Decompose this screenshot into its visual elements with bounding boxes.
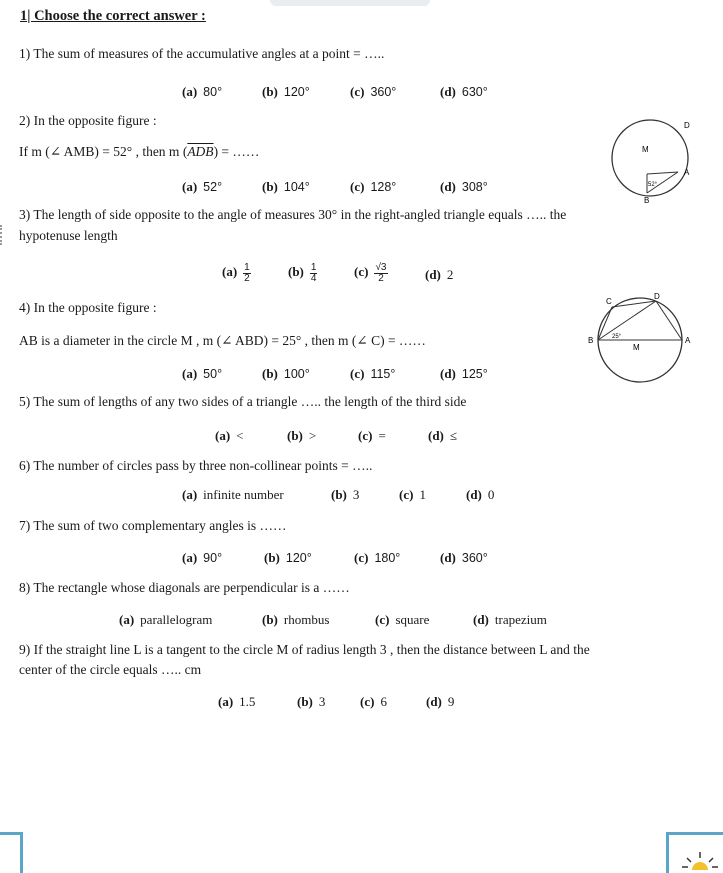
q2-option-a: (a) 52° (182, 179, 223, 194)
q5-option-a: (a) < (215, 428, 244, 443)
q4-option-c: (c) 115° (350, 366, 396, 381)
label-angle-52: 52° (648, 182, 658, 188)
q8-option-c: (c) square (375, 612, 430, 627)
q8-option-b: (b) rhombus (262, 612, 330, 627)
q5-option-d: (d) ≤ (428, 428, 458, 443)
q6-option-b: (b) 3 (331, 487, 360, 502)
sun-icon (680, 848, 720, 870)
q7-option-d: (d) 360° (440, 550, 488, 565)
label-angle-25: 25° (612, 334, 622, 340)
q1-option-d: (d) 630° (440, 84, 488, 99)
q3-option-a: (a) $\frac{1}{2}$ (222, 262, 250, 284)
q8-option-a: (a) parallelogram (119, 612, 213, 627)
q3-option-c: (c) $\frac{√3}{2}$ (354, 262, 387, 284)
label-d-2: D (654, 292, 660, 301)
q1-option-c: (c) 360° (350, 84, 397, 99)
q7-option-a: (a) 90° (182, 550, 223, 565)
label-m: M (642, 145, 649, 154)
frame-corner-left (0, 832, 23, 873)
label-c: C (606, 297, 612, 306)
q2-option-d: (d) 308° (440, 179, 488, 194)
question-9-text: 9) If the straight line L is a tangent to the circle M of radius length 3 , then the distance between L and the (19, 642, 590, 657)
q7-option-b: (b) 120° (264, 550, 312, 565)
question-9-text-cont: center of the circle equals ….. cm (19, 662, 202, 677)
label-a-2: A (685, 336, 691, 345)
figure-q2 (604, 112, 698, 204)
question-3-text-cont: hypotenuse length (19, 228, 118, 243)
q4-option-a: (a) 50° (182, 366, 223, 381)
q6-option-d: (d) 0 (466, 487, 495, 502)
question-4-text: 4) In the opposite figure : (19, 300, 157, 315)
question-7-text: 7) The sum of two complementary angles is …… (19, 518, 287, 533)
q7-option-c: (c) 180° (354, 550, 401, 565)
question-3-text: 3) The length of side opposite to the angle of measures 30° in the right-angled triangle equals ….. the (19, 207, 567, 222)
q6-option-a: (a) infinite number (182, 487, 284, 502)
q5-option-b: (b) > (287, 428, 317, 443)
section-title: 1| Choose the correct answer : (20, 8, 206, 24)
radius-ma (647, 172, 678, 174)
question-6-text: 6) The number of circles pass by three non-collinear points = ….. (19, 458, 373, 473)
chord-da (656, 301, 682, 340)
q9-option-a: (a) 1.5 (218, 694, 256, 709)
question-2-text: 2) In the opposite figure : (19, 113, 157, 128)
question-2-condition: If m (∠ AMB) = 52° , then m $(\overline{ADB})$ = …… (19, 144, 260, 159)
figure-q4 (586, 290, 696, 384)
label-b-2: B (588, 336, 594, 345)
q4-option-d: (d) 125° (440, 366, 488, 381)
q5-option-c: (c) = (358, 428, 386, 443)
q8-option-d: (d) trapezium (473, 612, 547, 627)
q3-option-d: (d) 2 (425, 267, 454, 282)
question-5-text: 5) The sum of lengths of any two sides of a triangle ….. the length of the third side (19, 394, 467, 409)
q1-option-b: (b) 120° (262, 84, 310, 99)
margin-mark (0, 225, 8, 245)
q9-option-d: (d) 9 (426, 694, 455, 709)
label-a: A (684, 168, 690, 177)
question-8-text: 8) The rectangle whose diagonals are perpendicular is a …… (19, 580, 350, 595)
q9-option-c: (c) 6 (360, 694, 387, 709)
question-1-text: 1) The sum of measures of the accumulative angles at a point = ….. (19, 46, 385, 61)
q1-option-a: (a) 80° (182, 84, 223, 99)
q4-option-b: (b) 100° (262, 366, 310, 381)
label-d: D (684, 121, 690, 130)
q9-option-b: (b) 3 (297, 694, 326, 709)
label-m-2: M (633, 343, 640, 352)
q3-option-b: (b) $\frac{1}{4}$ (288, 262, 317, 284)
q2-option-c: (c) 128° (350, 179, 397, 194)
question-4-condition: AB is a diameter in the circle M , m (∠ ABD) = 25° , then m (∠ C) = …… (19, 333, 426, 348)
q2-option-b: (b) 104° (262, 179, 310, 194)
top-handle (270, 0, 430, 6)
label-b: B (644, 196, 650, 204)
q6-option-c: (c) 1 (399, 487, 426, 502)
